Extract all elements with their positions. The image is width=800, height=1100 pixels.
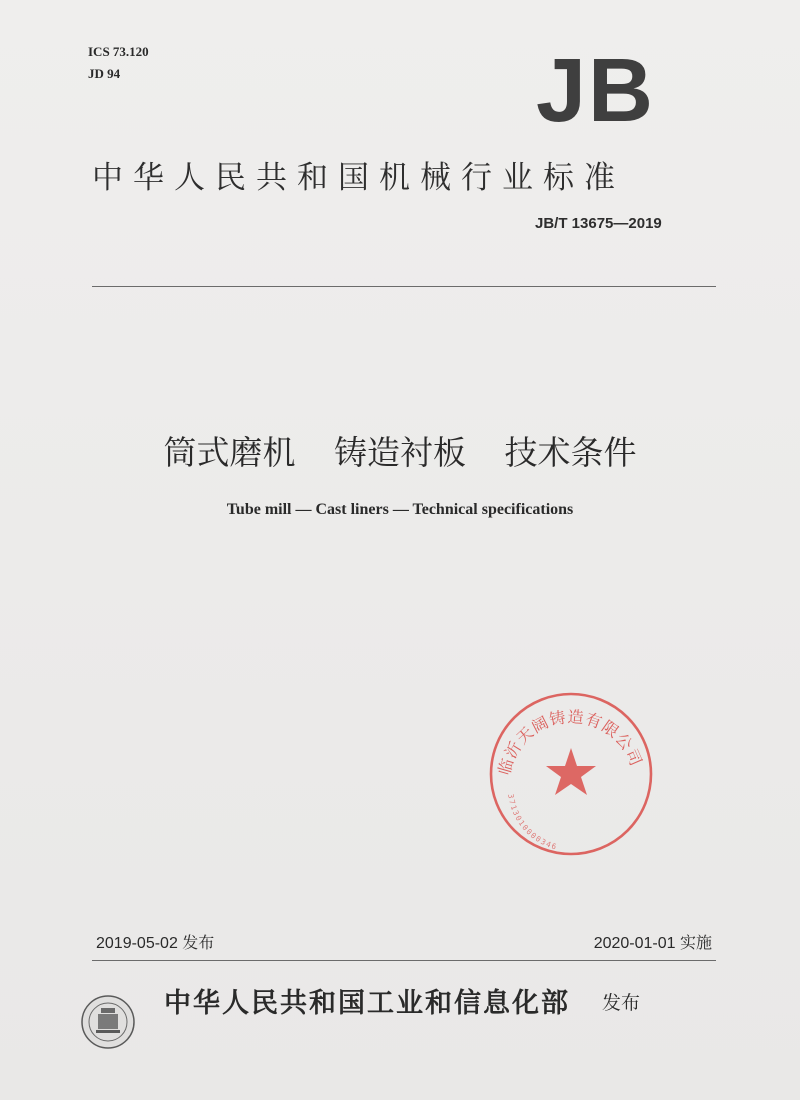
svg-text:临沂天阔铸造有限公司: 临沂天阔铸造有限公司 xyxy=(494,707,647,778)
company-seal xyxy=(484,690,658,860)
title-chinese xyxy=(0,427,800,474)
publish-date: 2019-05-02 发布 xyxy=(96,935,215,952)
title-english: Tube mill — Cast liners — Technical specifications xyxy=(226,501,574,518)
implementation-date: 2020-01-01 实施 xyxy=(593,935,712,952)
standard-number: JB/T 13675—2019 xyxy=(535,215,662,232)
bottom-divider xyxy=(92,960,716,961)
title-part-2: 铸造衬板 xyxy=(334,433,466,472)
issuing-authority: 中华人民共和国工业和信息化部 xyxy=(164,988,570,1019)
standard-category: 中华人民共和国机械行业标准 xyxy=(92,160,625,196)
svg-text:3713010000346: 3713010000346 xyxy=(506,793,559,852)
top-divider xyxy=(92,286,716,287)
ics-code: ICS 73.120 xyxy=(88,44,149,59)
issuing-label: 发布 xyxy=(602,992,641,1014)
title-part-1: 筒式磨机 xyxy=(163,433,296,472)
jd-code: JD 94 xyxy=(88,66,121,81)
ministry-emblem-icon xyxy=(80,994,136,1050)
jb-logo: JB xyxy=(536,41,656,141)
seal-star-icon xyxy=(546,748,596,795)
title-part-3: 技术条件 xyxy=(504,433,637,472)
